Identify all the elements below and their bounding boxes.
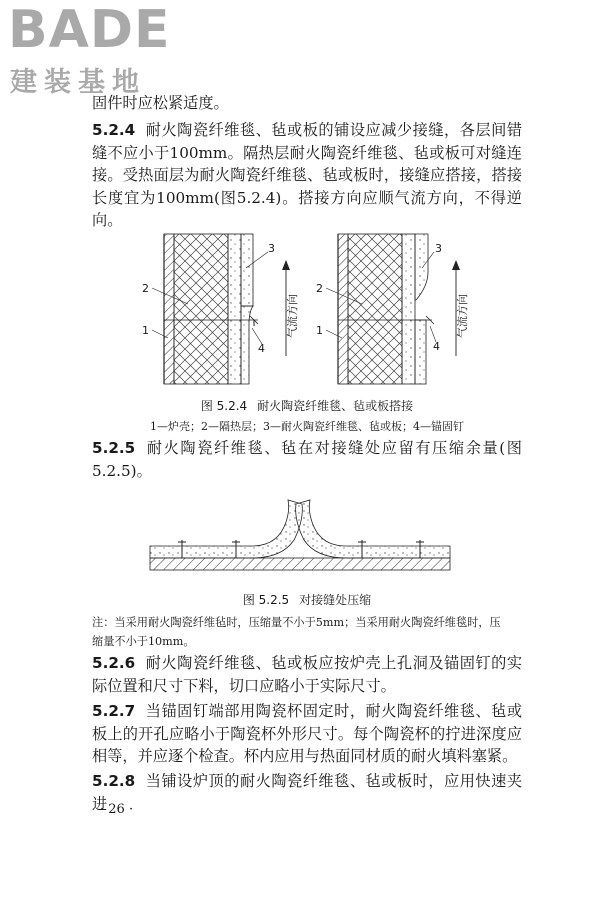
logo-wordmark: BADE [8,0,171,60]
paragraph-text: 固件时应松紧适度。 [92,94,229,112]
paragraph-text: 耐火陶瓷纤维毯、毡或板应按炉壳上孔洞及锚固钉的实际位置和尺寸下料，切口应略小于实际尺寸。 [92,654,522,695]
figure-5-2-4-legend: 1—炉壳；2—隔热层；3—耐火陶瓷纤维毯、毡或板；4—锚固钉 [150,420,464,433]
airflow-arrow-right [452,260,469,356]
lap-joint-right [338,234,434,384]
label-3-right: 3 [435,242,442,255]
paragraph-text: 当铺设炉顶的耐火陶瓷纤维毯、毡或板时，应用快速夹进 [92,772,522,813]
figure-number: 图 5.2.5 [242,593,290,607]
figure-5-2-5-caption [92,592,522,608]
paragraph-text: 耐火陶瓷纤维毯、毡或板的铺设应减少接缝，各层间错缝不应小于100mm。隔热层耐火陶瓷纤维毯、毡或板可对缝连接。受热面层为耐火陶瓷纤维毯、毡或板时，接缝应搭接，搭接长度宜为100mm(图5.2.4)。搭接方向应顺气流方向，不得逆向。 [92,121,522,229]
label-2-right: 2 [316,282,323,295]
label-1-right: 1 [316,324,323,337]
airflow-arrow-left [282,260,299,356]
label-4-right: 4 [433,340,440,353]
figure-title: 对接缝处压缩 [299,593,372,607]
label-1-left: 1 [142,324,149,337]
label-2-left: 2 [142,282,149,295]
paragraph-text: 当锚固钉端部用陶瓷杯固定时，耐火陶瓷纤维毯、毡或板上的开孔应略小于陶瓷杯外形尺寸。每个陶瓷杯的拧进深度应相等，并应逐个检查。杯内应用与热面同材质的耐火填料塞紧。 [92,702,522,765]
section-5-2-6 [92,652,522,697]
figure-5-2-4-diagram [130,228,510,396]
paragraph-continuation [92,92,522,115]
note-line: 缩量不小于10mm。 [92,635,195,648]
figure-5-2-4-caption [92,398,522,414]
airflow-label: 气流方向 [286,294,299,338]
section-5-2-4 [92,119,522,232]
figure-title: 耐火陶瓷纤维毯、毡或板搭接 [257,399,414,413]
section-number: 5.2.5 [92,439,136,457]
figure-number: 图 5.2.4 [200,399,248,413]
section-number: 5.2.4 [92,121,136,139]
label-4-left: 4 [258,342,265,355]
section-5-2-5 [92,437,522,482]
label-3-left: 3 [268,242,275,255]
compressed-blanket-left [150,500,302,558]
compressed-blanket-right [296,500,450,558]
note-line: 注：当采用耐火陶瓷纤维毡时，压缩量不小于5mm；当采用耐火陶瓷纤维毯时，压 [92,616,501,629]
airflow-label: 气流方向 [456,294,469,338]
section-number: 5.2.6 [92,654,136,672]
figure-5-2-5-diagram [140,494,460,584]
section-number: 5.2.7 [92,702,136,720]
logo-subtitle: 建装基地 [10,67,146,98]
section-5-2-7 [92,700,522,768]
bade-logo [8,2,183,96]
section-5-2-8 [92,770,522,815]
figure-5-2-5-note [92,613,522,651]
section-number: 5.2.8 [92,772,136,790]
lap-joint-left [164,234,258,384]
page-number: · 26 · [100,802,134,817]
paragraph-text: 耐火陶瓷纤维毯、毡在对接缝处应留有压缩余量(图5.2.5)。 [92,439,522,480]
